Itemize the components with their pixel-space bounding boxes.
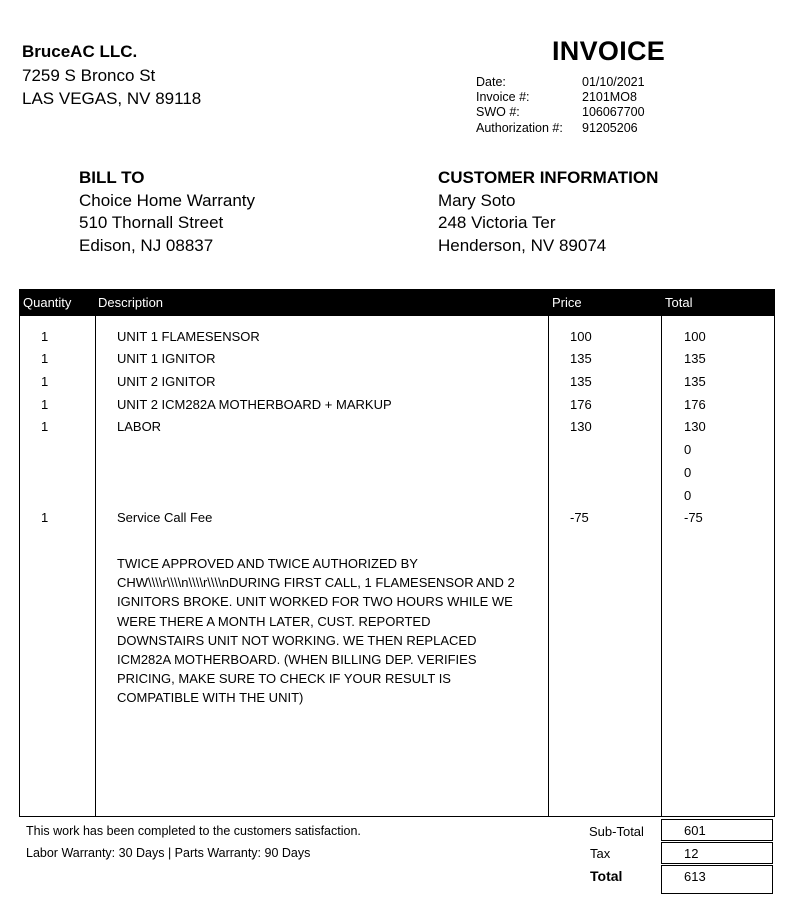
row-total: 176	[684, 397, 706, 412]
swo-value: 106067700	[582, 105, 645, 119]
satisfaction-statement: This work has been completed to the customers satisfaction.	[26, 824, 361, 838]
row-total: 0	[684, 465, 692, 480]
note-line: ICM282A MOTHERBOARD. (WHEN BILLING DEP. VERIFIES	[117, 652, 477, 668]
row-price: 176	[570, 397, 592, 412]
note-line: WERE THERE A MONTH LATER, CUST. REPORTED	[117, 613, 431, 629]
items-table-header	[19, 289, 775, 316]
total-value: 613	[684, 869, 706, 884]
company-city: LAS VEGAS, NV 89118	[22, 89, 202, 108]
row-total: 130	[684, 419, 706, 434]
column-divider	[95, 316, 96, 816]
row-price: 135	[570, 374, 592, 389]
row-price: -75	[570, 510, 589, 525]
row-price: 130	[570, 419, 592, 434]
row-description: UNIT 1 FLAMESENSOR	[117, 329, 260, 344]
total-label: Total	[590, 868, 623, 884]
note-line: COMPATIBLE WITH THE UNIT)	[117, 690, 304, 706]
invoice-number-label: Invoice #:	[476, 90, 530, 104]
row-total: 0	[684, 442, 692, 457]
date-label: Date:	[476, 75, 506, 89]
company-name: BruceAC LLC.	[22, 42, 138, 61]
row-total: 135	[684, 374, 706, 389]
row-description: LABOR	[117, 419, 162, 434]
row-quantity: 1	[41, 374, 49, 389]
tax-value: 12	[684, 846, 699, 861]
row-quantity: 1	[41, 419, 49, 434]
total-header: Total	[665, 295, 693, 310]
bill-to-line: Choice Home Warranty	[79, 191, 256, 210]
authorization-value: 91205206	[582, 121, 638, 135]
date-value: 01/10/2021	[582, 75, 645, 89]
note-line: CHW\\\\r\\\\n\\\\r\\\\nDURING FIRST CALL, 1 FLAMESENSOR AND 2	[117, 575, 515, 591]
note-line: IGNITORS BROKE. UNIT WORKED FOR TWO HOURS WHILE WE	[117, 594, 513, 610]
row-quantity: 1	[41, 510, 49, 525]
invoice-number-value: 2101MO8	[582, 90, 637, 104]
subtotal-label: Sub-Total	[589, 824, 644, 839]
price-header: Price	[552, 295, 582, 310]
row-description: UNIT 2 IGNITOR	[117, 374, 216, 389]
note-line: DOWNSTAIRS UNIT NOT WORKING. WE THEN REPLACED	[117, 632, 477, 648]
row-total: 100	[684, 329, 706, 344]
column-divider	[548, 316, 549, 816]
bill-to-title: BILL TO	[79, 168, 145, 187]
customer-line: Mary Soto	[438, 191, 516, 210]
row-description: UNIT 2 ICM282A MOTHERBOARD + MARKUP	[117, 397, 392, 412]
row-quantity: 1	[41, 397, 49, 412]
row-price: 100	[570, 329, 592, 344]
total-box	[661, 865, 773, 894]
row-total: 0	[684, 488, 692, 503]
tax-box	[661, 842, 773, 864]
work-notes	[117, 554, 537, 708]
description-header: Description	[98, 295, 164, 310]
customer-line: 248 Victoria Ter	[438, 213, 556, 232]
column-divider	[661, 316, 662, 816]
subtotal-box	[661, 819, 773, 841]
bill-to-line: 510 Thornall Street	[79, 213, 224, 232]
note-line: TWICE APPROVED AND TWICE AUTHORIZED BY	[117, 556, 418, 571]
subtotal-value: 601	[684, 823, 706, 838]
customer-line: Henderson, NV 89074	[438, 236, 607, 255]
row-total: 135	[684, 351, 706, 366]
warranty-statement: Labor Warranty: 30 Days | Parts Warranty: 90 Days	[26, 846, 311, 860]
row-description: Service Call Fee	[117, 510, 213, 525]
quantity-header: Quantity	[23, 295, 72, 310]
row-quantity: 1	[41, 329, 49, 344]
authorization-label: Authorization #:	[476, 121, 563, 135]
swo-label: SWO #:	[476, 105, 520, 119]
row-price: 135	[570, 351, 592, 366]
row-description: UNIT 1 IGNITOR	[117, 351, 216, 366]
company-street: 7259 S Bronco St	[22, 66, 156, 85]
invoice-title: INVOICE	[552, 36, 666, 66]
customer-info-title: CUSTOMER INFORMATION	[438, 168, 659, 187]
note-line: PRICING, MAKE SURE TO CHECK IF YOUR RESULT IS	[117, 671, 451, 687]
row-total: -75	[684, 510, 703, 525]
bill-to-line: Edison, NJ 08837	[79, 236, 214, 255]
tax-label: Tax	[590, 846, 611, 861]
row-quantity: 1	[41, 351, 49, 366]
